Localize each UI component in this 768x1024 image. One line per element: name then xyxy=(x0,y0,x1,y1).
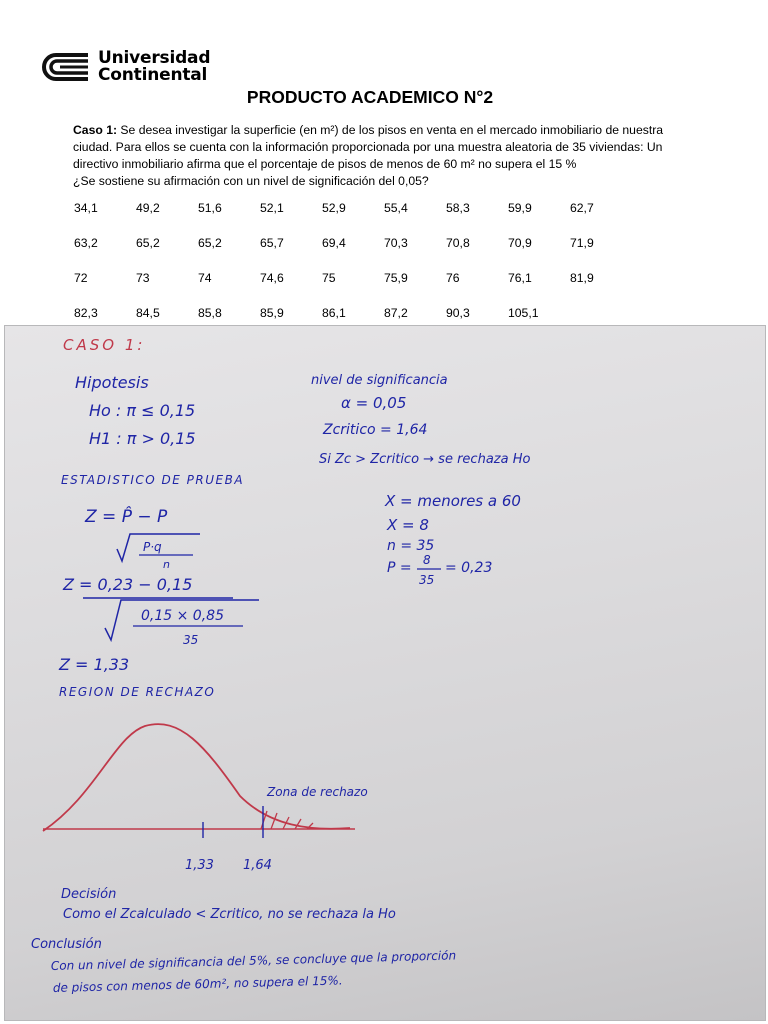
table-cell: 90,3 xyxy=(446,306,470,320)
table-cell: 70,3 xyxy=(384,236,408,250)
handwritten-solution-photo xyxy=(4,325,766,1021)
table-row xyxy=(74,271,632,306)
hw-regla: Si Zc > Zcritico → se rechaza Ho xyxy=(319,452,531,467)
hw-x-def: X = menores a 60 xyxy=(385,492,521,510)
hw-p-hat-num: 8 xyxy=(423,553,431,567)
table-cell: 82,3 xyxy=(74,306,98,320)
hw-x-val: X = 8 xyxy=(387,516,429,534)
table-cell: 76 xyxy=(446,271,460,285)
hw-alpha: α = 0,05 xyxy=(341,394,407,412)
hw-z-sub-n: 35 xyxy=(183,633,199,647)
hw-nivel: nivel de significancia xyxy=(311,373,448,388)
hw-zona: Zona de rechazo xyxy=(267,785,368,799)
table-cell: 65,7 xyxy=(260,236,284,250)
hw-conclusion-line-1: Con un nivel de significancia del 5%, se concluye que la proporción xyxy=(50,948,457,973)
hw-decision-title: Decisión xyxy=(61,887,117,902)
sample-data-table xyxy=(74,201,632,341)
table-cell: 51,6 xyxy=(198,201,222,215)
case-line-2: ciudad. Para ellos se cuenta con la información proporcionada por una muestra aleatoria de 35 viviendas: Un xyxy=(73,140,663,154)
hw-p-hat-lhs: P = xyxy=(387,560,412,576)
hw-hipotesis: Hipotesis xyxy=(75,373,149,392)
continental-logo-icon xyxy=(42,51,90,83)
hw-conclusion-title: Conclusión xyxy=(31,937,102,952)
table-cell: 73 xyxy=(136,271,150,285)
handwriting-canvas xyxy=(5,326,766,1021)
hw-z-sub-num: Z = 0,23 − 0,15 xyxy=(63,575,193,594)
hw-normal-curve xyxy=(43,724,350,831)
table-cell: 63,2 xyxy=(74,236,98,250)
table-cell: 52,1 xyxy=(260,201,284,215)
hw-z-result: Z = 1,33 xyxy=(59,655,130,674)
hw-zcritico: Zcritico = 1,64 xyxy=(323,422,428,438)
case-line-3: directivo inmobiliario afirma que el porcentaje de pisos de menos de 60 m² no supera el 15 % xyxy=(73,157,577,171)
hw-h1: H1 : π > 0,15 xyxy=(89,429,196,448)
logo-line-1: Universidad xyxy=(98,48,211,68)
table-cell: 87,2 xyxy=(384,306,408,320)
case-line-4: ¿Se sostiene su afirmación con un nivel de significación del 0,05? xyxy=(73,174,429,188)
table-cell: 62,7 xyxy=(570,201,594,215)
table-cell: 75,9 xyxy=(384,271,408,285)
table-cell: 74,6 xyxy=(260,271,284,285)
table-cell: 52,9 xyxy=(322,201,346,215)
hw-n-val: n = 35 xyxy=(387,538,435,554)
table-cell: 69,4 xyxy=(322,236,346,250)
table-cell: 49,2 xyxy=(136,201,160,215)
table-row xyxy=(74,201,632,236)
table-cell: 81,9 xyxy=(570,271,594,285)
table-cell: 70,9 xyxy=(508,236,532,250)
table-cell: 65,2 xyxy=(198,236,222,250)
table-cell: 71,9 xyxy=(570,236,594,250)
logo-text xyxy=(98,50,210,84)
table-cell: 84,5 xyxy=(136,306,160,320)
hw-h0: Ho : π ≤ 0,15 xyxy=(89,401,196,420)
table-cell: 74 xyxy=(198,271,212,285)
hw-tick2-label: 1,64 xyxy=(243,858,272,873)
hw-decision-text: Como el Zcalculado < Zcritico, no se rechaza la Ho xyxy=(63,907,396,922)
hw-caso: CASO 1: xyxy=(63,336,146,354)
hw-tick1-label: 1,33 xyxy=(185,858,214,873)
table-cell: 34,1 xyxy=(74,201,98,215)
table-cell: 72 xyxy=(74,271,88,285)
hw-z-formula-den: P·q xyxy=(143,540,162,554)
case-line-1: Se desea investigar la superficie (en m²) de los pisos en venta en el mercado inmobiliario de nuestra xyxy=(120,123,664,137)
table-cell: 105,1 xyxy=(508,306,539,320)
table-cell: 85,9 xyxy=(260,306,284,320)
logo-line-2: Continental xyxy=(98,65,208,85)
table-cell: 55,4 xyxy=(384,201,408,215)
table-cell: 65,2 xyxy=(136,236,160,250)
hw-z-formula-n: n xyxy=(163,558,170,571)
hw-z-formula-num: Z = P̂ − P xyxy=(85,507,168,527)
table-cell: 86,1 xyxy=(322,306,346,320)
table-cell: 58,3 xyxy=(446,201,470,215)
hw-p-hat-val: = 0,23 xyxy=(445,560,493,576)
case-statement xyxy=(73,122,713,190)
hw-z-sub-den: 0,15 × 0,85 xyxy=(141,608,224,624)
table-cell: 76,1 xyxy=(508,271,532,285)
table-cell: 85,8 xyxy=(198,306,222,320)
case-label: Caso 1: xyxy=(73,123,118,137)
hw-estadistico: ESTADISTICO DE PRUEBA xyxy=(61,473,245,487)
table-cell: 75 xyxy=(322,271,336,285)
table-cell: 59,9 xyxy=(508,201,532,215)
university-logo xyxy=(42,50,210,84)
hw-region: REGION DE RECHAZO xyxy=(59,685,216,699)
table-row xyxy=(74,236,632,271)
hw-conclusion-line-2: de pisos con menos de 60m², no supera el 15%. xyxy=(52,973,343,995)
hw-p-hat-den: 35 xyxy=(419,573,435,587)
table-cell: 70,8 xyxy=(446,236,470,250)
page-title: PRODUCTO ACADEMICO N°2 xyxy=(246,87,494,107)
